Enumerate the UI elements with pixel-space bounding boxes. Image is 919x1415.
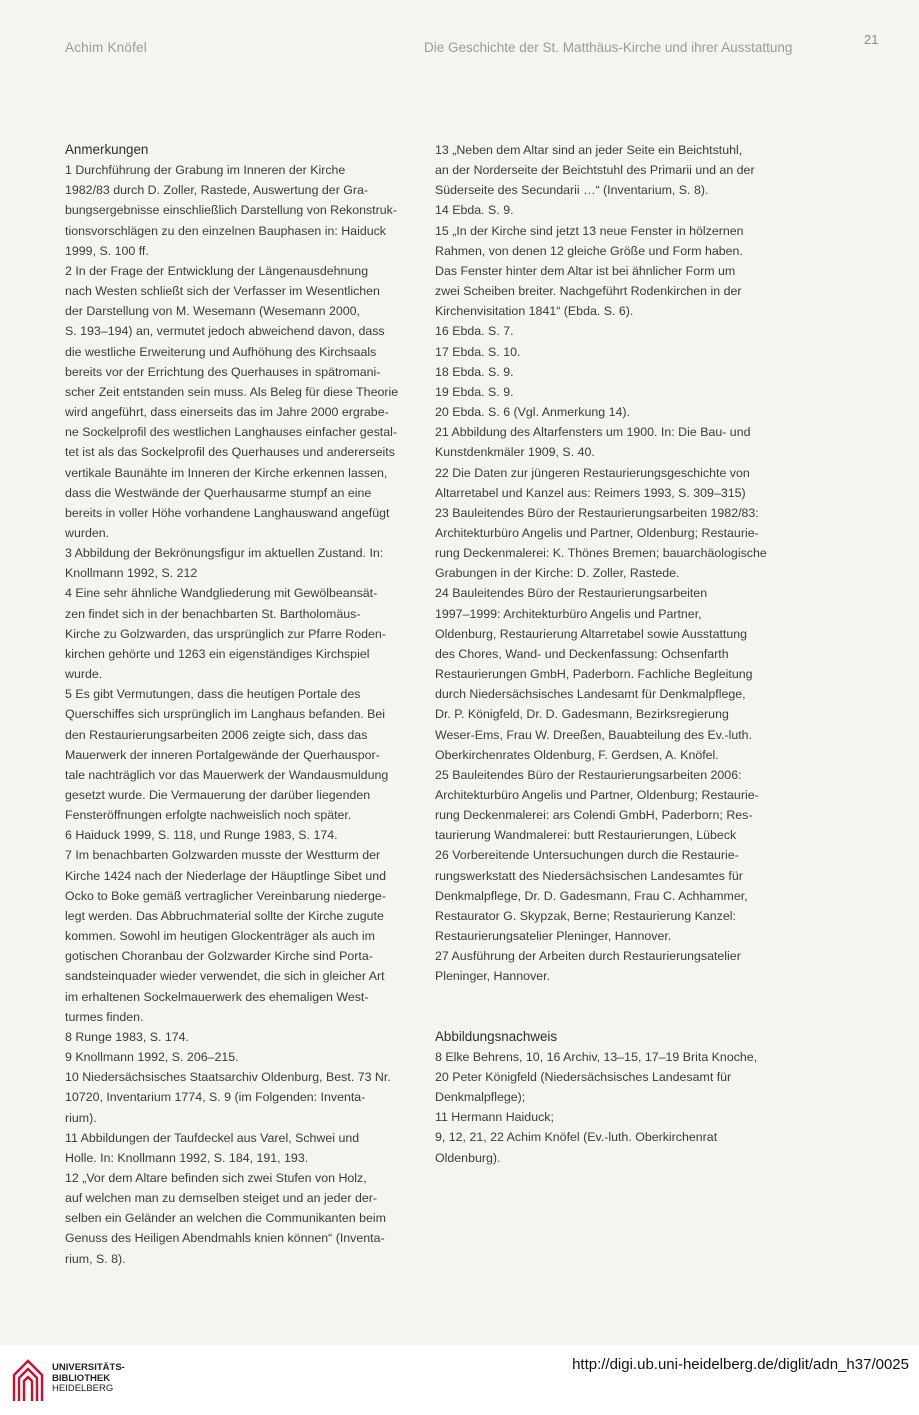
credits-lines — [435, 1047, 790, 1168]
note-line: 16 Ebda. S. 7. — [435, 324, 514, 339]
note-line: 11 Abbildungen der Taufdeckel aus Varel, Schwei und — [65, 1130, 360, 1145]
note-line: wurden. — [65, 525, 110, 540]
credit-line: 20 Peter Königfeld (Niedersächsisches Landesamt für — [435, 1069, 732, 1084]
note-line: sandsteinquader wieder verwendet, die sich in gleicher Art — [65, 969, 385, 984]
note-line: Knollmann 1992, S. 212 — [65, 566, 198, 581]
note-line: Kirche 1424 nach der Niederlage der Häuptlinge Sibet und — [65, 868, 386, 883]
note-line: die westliche Erweiterung und Aufhöhung des Kirchsaals — [65, 344, 377, 359]
note-line: Fensteröffnungen erfolgte nachweislich noch später. — [65, 808, 352, 823]
library-name-line: BIBLIOTHEK — [52, 1372, 111, 1384]
note-line: tet ist als das Sockelprofil des Querhauses und andererseits — [65, 445, 395, 460]
note-line: 18 Ebda. S. 9. — [435, 364, 514, 379]
note-line: 2 In der Frage der Entwicklung der Längenausdehnung — [65, 263, 369, 278]
note-line: 25 Bauleitendes Büro der Restaurierungsarbeiten 2006: — [435, 767, 742, 782]
note-line: 24 Bauleitendes Büro der Restaurierungsarbeiten — [435, 586, 708, 601]
note-line: Denkmalpflege, Dr. D. Gadesmann, Frau C. Achhammer, — [435, 888, 748, 903]
note-line: S. 193–194) an, vermutet jedoch abweichend davon, dass — [65, 324, 385, 339]
note-line: Weser-Ems, Frau W. Dreeßen, Bauabteilung des Ev.-luth. — [435, 727, 753, 742]
note-line: Querschiffes sich ursprünglich im Langhaus befanden. Bei — [65, 707, 386, 722]
note-line: 4 Eine sehr ähnliche Wandgliederung mit Gewölbeansät- — [65, 586, 378, 601]
note-line: 9 Knollmann 1992, S. 206–215. — [65, 1050, 239, 1065]
note-line: Rahmen, von denen 12 gleiche Größe und Form haben. — [435, 243, 743, 258]
note-line: 14 Ebda. S. 9. — [435, 203, 514, 218]
note-line: kirchen gehörte und 1263 ein eigenständiges Kirchspiel — [65, 646, 370, 661]
library-name[interactable] — [52, 1363, 125, 1395]
note-line: Kirchenvisitation 1841“ (Ebda. S. 6). — [435, 304, 634, 319]
note-line: im erhaltenen Sockelmauerwerk des ehemaligen West- — [65, 989, 369, 1004]
note-line: zwei Scheiben breiter. Nachgeführt Rodenkirchen in der — [435, 284, 742, 299]
note-line: wurde. — [65, 667, 103, 682]
note-line: gotischen Choranbau der Golzwarder Kirche sind Porta- — [65, 949, 373, 964]
note-line: kommen. Sowohl im heutigen Glockenträger als auch im — [65, 929, 375, 944]
note-line: bereits vor der Errichtung des Querhauses in spätromani- — [65, 364, 381, 379]
note-line: Das Fenster hinter dem Altar ist bei ähnlicher Form um — [435, 263, 736, 278]
library-logo-icon[interactable] — [10, 1357, 46, 1403]
note-line: durch Niedersächsisches Landesamt für Denkmalpflege, — [435, 687, 746, 702]
note-line: bereits in voller Höhe vorhandene Langhauswand angefügt — [65, 505, 390, 520]
running-header-author: Achim Knöfel — [65, 40, 147, 55]
notes-right-column — [435, 140, 790, 1168]
note-line: gesetzt wurde. Die Vermauerung der darüber liegenden — [65, 788, 371, 802]
note-line: 6 Haiduck 1999, S. 118, und Runge 1983, S. 174. — [65, 828, 338, 843]
note-line: Restaurierungen GmbH, Paderborn. Fachliche Begleitung — [435, 667, 753, 682]
note-line: 15 „In der Kirche sind jetzt 13 neue Fenster in hölzernen — [435, 223, 744, 238]
note-line: auf welchen man zu demselben steiget und an jeder der- — [65, 1191, 378, 1206]
note-line: Grabungen in der Kirche: D. Zoller, Rastede. — [435, 566, 680, 581]
note-line: Süderseite des Secundarii …“ (Inventarium, S. 8). — [435, 183, 709, 198]
note-line: 19 Ebda. S. 9. — [435, 384, 514, 399]
note-line: 17 Ebda. S. 10. — [435, 344, 521, 359]
note-line: Kirche zu Golzwarden, das ursprünglich zur Pfarre Roden- — [65, 626, 386, 641]
note-line: rium, S. 8). — [65, 1251, 126, 1266]
note-line: Holle. In: Knollmann 1992, S. 184, 191, 193. — [65, 1150, 309, 1165]
note-line: Architekturbüro Angelis und Partner, Oldenburg; Restaurie- — [435, 525, 759, 540]
note-line: tionsvorschlägen zu den einzelnen Bauphasen in: Haiduck — [65, 223, 386, 238]
note-line: 26 Vorbereitende Untersuchungen durch die Restaurie- — [435, 848, 739, 863]
note-line: 27 Ausführung der Arbeiten durch Restaurierungsatelier — [435, 949, 741, 964]
note-line: zen findet sich in der benachbarten St. Bartholomäus- — [65, 606, 361, 621]
note-line: 7 Im benachbarten Golzwarden musste der Westturm der — [65, 848, 381, 863]
notes-right-lines — [435, 140, 790, 987]
note-line: taurierung Wandmalerei: butt Restaurierungen, Lübeck — [435, 828, 737, 843]
notes-left-lines — [65, 160, 415, 1269]
note-line: Kunstdenkmäler 1909, S. 40. — [435, 445, 595, 460]
note-line: 5 Es gibt Vermutungen, dass die heutigen Portale des — [65, 687, 361, 702]
credit-line: Denkmalpflege); — [435, 1090, 526, 1105]
note-line: ne Sockelprofil des westlichen Langhauses einfacher gestal- — [65, 425, 397, 440]
note-line: Oberkirchenrates Oldenburg, F. Gerdsen, A. Knöfel. — [435, 747, 719, 762]
note-line: rium). — [65, 1110, 97, 1125]
source-url-link[interactable]: http://digi.ub.uni-heidelberg.de/diglit/adn_h37/0025 — [572, 1356, 909, 1373]
note-line: turmes finden. — [65, 1009, 144, 1024]
note-line: 23 Bauleitendes Büro der Restaurierungsarbeiten 1982/83: — [435, 505, 759, 520]
library-name-line: HEIDELBERG — [52, 1383, 114, 1394]
note-line: des Chores, Wand- und Deckenfassung: Ochsenfarth — [435, 646, 729, 661]
note-line: Pleninger, Hannover. — [435, 969, 551, 984]
note-line: dass die Westwände der Querhausarme stumpf an eine — [65, 485, 372, 500]
note-line: 1997–1999: Architekturbüro Angelis und Partner, — [435, 606, 702, 621]
note-line: Restaurator G. Skypzak, Berne; Restaurierung Kanzel: — [435, 908, 736, 923]
note-line: scher Zeit entstanden sein muss. Als Beleg für diese Theorie — [65, 384, 399, 399]
note-line: Mauerwerk der inneren Portalgewände der Querhauspor- — [65, 747, 380, 762]
note-line: 12 „Vor dem Altare befinden sich zwei Stufen von Holz, — [65, 1170, 367, 1185]
credit-line: 8 Elke Behrens, 10, 16 Archiv, 13–15, 17–19 Brita Knoche, — [435, 1049, 758, 1064]
note-line: bungsergebnisse einschließlich Darstellung von Rekonstruk- — [65, 203, 397, 218]
note-line: 22 Die Daten zur jüngeren Restaurierungsgeschichte von — [435, 465, 750, 480]
note-line: vertikale Baunähte im Inneren der Kirche erkennen lassen, — [65, 465, 388, 480]
note-line: tale nachträglich vor das Mauerwerk der Wandausmuldung — [65, 767, 389, 782]
library-name-line: UNIVERSITÄTS- — [52, 1362, 125, 1373]
note-line: rungswerkstatt des Niedersächsischen Landesamtes für — [435, 868, 743, 883]
note-line: rung Deckenmalerei: ars Colendi GmbH, Paderborn; Res- — [435, 808, 753, 823]
note-line: 3 Abbildung der Bekrönungsfigur im aktuellen Zustand. In: — [65, 546, 384, 561]
note-line: Genuss des Heiligen Abendmahls knien können“ (Inventa- — [65, 1231, 385, 1246]
note-line: 10 Niedersächsisches Staatsarchiv Oldenburg, Best. 73 Nr. — [65, 1070, 391, 1085]
note-line: 20 Ebda. S. 6 (Vgl. Anmerkung 14). — [435, 405, 630, 420]
note-line: den Restaurierungsarbeiten 2006 zeigte sich, dass das — [65, 727, 368, 742]
note-line: Dr. P. Königfeld, Dr. D. Gadesmann, Bezirksregierung — [435, 707, 729, 722]
credits-heading: Abbildungsnachweis — [435, 1028, 558, 1044]
note-line: rung Deckenmalerei: K. Thönes Bremen; bauarchäologische — [435, 546, 767, 561]
note-line: 13 „Neben dem Altar sind an jeder Seite ein Beichtstuhl, — [435, 143, 743, 157]
note-line: wird angeführt, dass einerseits das im Jahre 2000 ergrabe- — [65, 405, 389, 420]
note-line: nach Westen schließt sich der Verfasser im Wesentlichen — [65, 284, 380, 299]
note-line: Altarretabel und Kanzel aus: Reimers 1993, S. 309–315) — [435, 485, 746, 500]
running-header-title: Die Geschichte der St. Matthäus-Kirche und ihrer Ausstattung — [424, 40, 793, 55]
section-spacer — [435, 987, 790, 1027]
note-line: 10720, Inventarium 1774, S. 9 (im Folgenden: Inventa- — [65, 1090, 366, 1105]
notes-left-column — [65, 140, 415, 1269]
note-line: der Darstellung von M. Wesemann (Wesemann 2000, — [65, 304, 360, 319]
note-line: selben ein Geländer an welchen die Communikanten beim — [65, 1211, 386, 1226]
note-line: 1982/83 durch D. Zoller, Rastede, Auswertung der Gra- — [65, 183, 369, 198]
credit-line: Oldenburg). — [435, 1150, 501, 1165]
page-number: 21 — [864, 32, 879, 47]
note-line: Restaurierungsatelier Pleninger, Hannover. — [435, 929, 672, 944]
note-line: 1 Durchführung der Grabung im Inneren der Kirche — [65, 163, 346, 178]
notes-heading: Anmerkungen — [65, 142, 149, 157]
note-line: 21 Abbildung des Altarfensters um 1900. In: Die Bau- und — [435, 425, 751, 440]
note-line: an der Norderseite der Beichtstuhl des Primarii und an der — [435, 163, 755, 178]
note-line: Ocko to Boke gemäß vertraglicher Vereinbarung niederge- — [65, 888, 386, 903]
note-line: Architekturbüro Angelis und Partner, Oldenburg; Restaurie- — [435, 788, 759, 802]
note-line: legt werden. Das Abbruchmaterial sollte der Kirche zugute — [65, 908, 384, 923]
note-line: 8 Runge 1983, S. 174. — [65, 1029, 190, 1044]
credit-line: 11 Hermann Haiduck; — [435, 1110, 554, 1125]
note-line: Oldenburg, Restaurierung Altarretabel sowie Ausstattung — [435, 626, 748, 641]
credit-line: 9, 12, 21, 22 Achim Knöfel (Ev.-luth. Oberkirchenrat — [435, 1130, 718, 1145]
note-line: 1999, S. 100 ff. — [65, 243, 149, 258]
